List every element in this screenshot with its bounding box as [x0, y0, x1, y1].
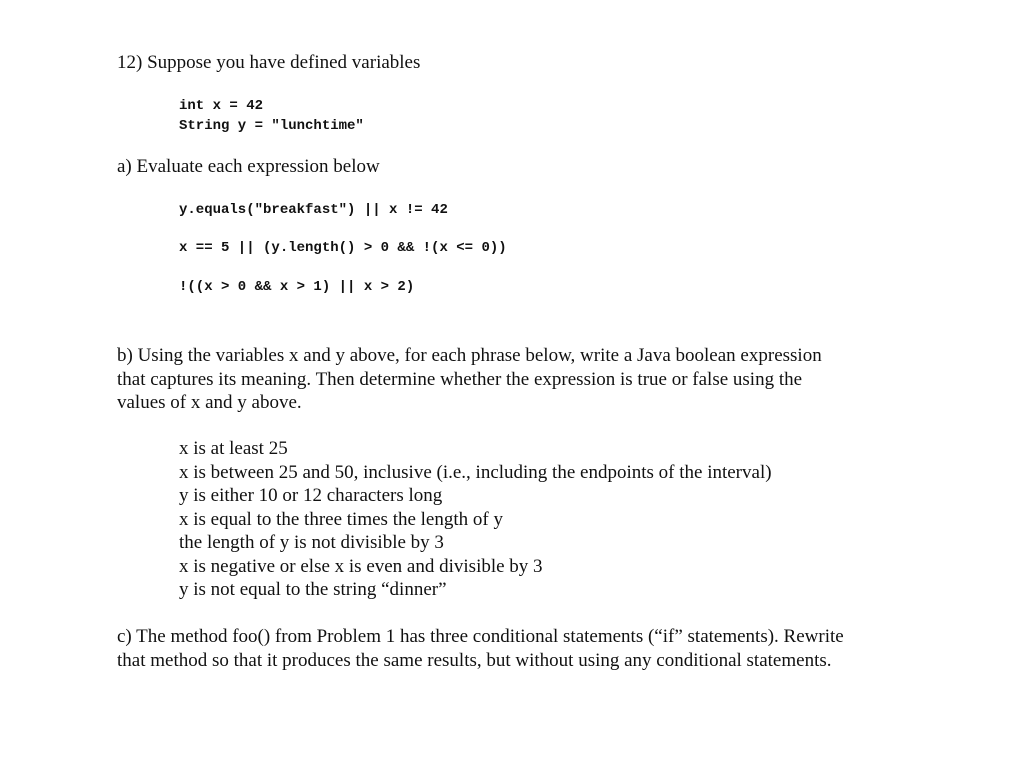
expression-3: !((x > 0 && x > 1) || x > 2) [179, 279, 415, 295]
part-b-prompt [117, 344, 907, 415]
part-b-prompt-line: b) Using the variables x and y above, for each phrase below, write a Java boolean expression [117, 345, 822, 366]
expression-1: y.equals("breakfast") || x != 42 [179, 202, 448, 218]
part-b-prompt-line: values of x and y above. [117, 392, 302, 413]
phrase-item: x is negative or else x is even and divisible by 3 [179, 555, 543, 577]
part-a-prompt: a) Evaluate each expression below [117, 156, 380, 177]
declaration-string-y: String y = "lunchtime" [179, 118, 364, 134]
problem-heading: 12) Suppose you have defined variables [117, 52, 421, 73]
phrase-item: y is either 10 or 12 characters long [179, 485, 443, 506]
phrase-item: y is not equal to the string “dinner” [179, 579, 447, 600]
part-b-prompt-line: that captures its meaning. Then determine whether the expression is true or false using the [117, 368, 803, 390]
expression-2: x == 5 || (y.length() > 0 && !(x <= 0)) [179, 240, 507, 256]
part-c-prompt-line: that method so that it produces the same results, but without using any conditional statements. [117, 649, 832, 671]
part-b-phrase-list [179, 437, 879, 602]
declaration-int-x: int x = 42 [179, 98, 264, 114]
part-c-prompt-line: c) The method foo() from Problem 1 has three conditional statements (“if” statements). Rewrite [117, 626, 844, 647]
phrase-item: x is equal to the three times the length of y [179, 508, 503, 530]
part-c-prompt [117, 625, 907, 672]
phrase-item: x is at least 25 [179, 438, 288, 459]
phrase-item: x is between 25 and 50, inclusive (i.e., including the endpoints of the interval) [179, 461, 772, 483]
phrase-item: the length of y is not divisible by 3 [179, 532, 444, 553]
